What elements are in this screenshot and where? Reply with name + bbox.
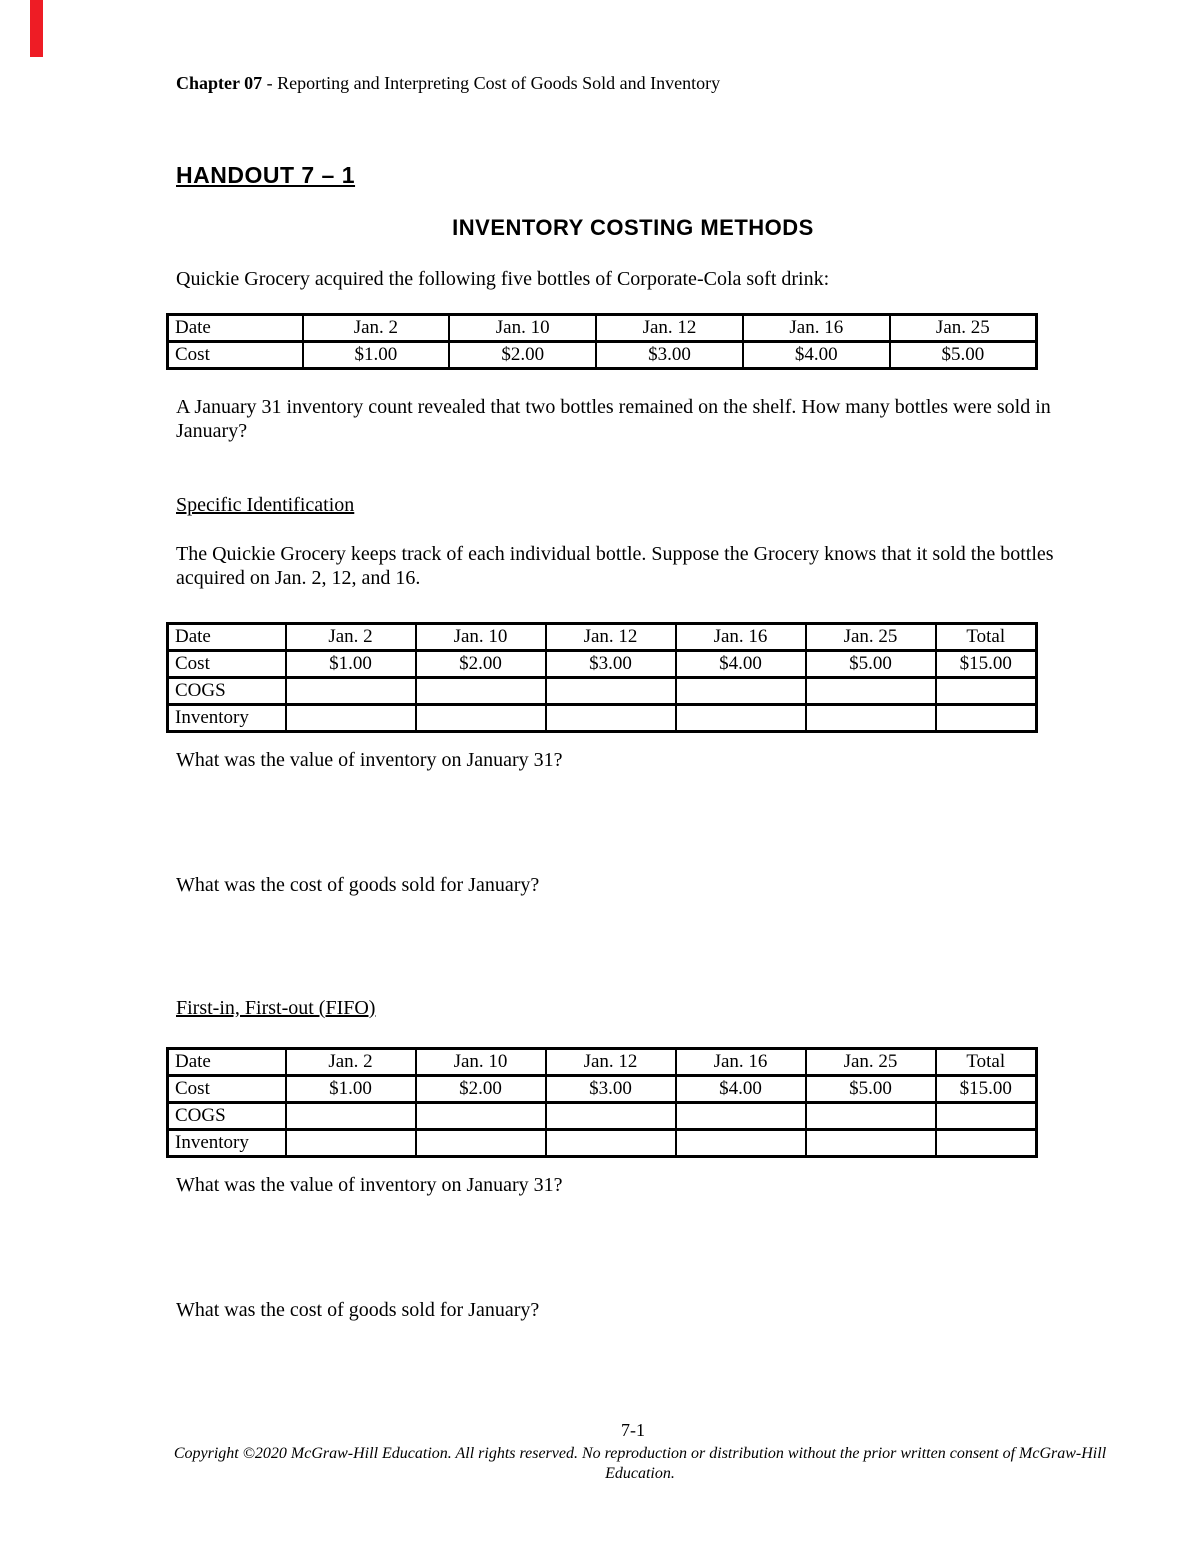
header-cell: Jan. 25 <box>890 315 1037 342</box>
count-question-paragraph: A January 31 inventory count revealed that two bottles remained on the shelf. How many bottles were sold in January? <box>176 396 1051 442</box>
fifo-heading: First-in, First-out (FIFO) <box>176 997 376 1019</box>
value-cell <box>936 1103 1037 1130</box>
value-cell <box>416 678 546 705</box>
value-cell <box>416 1103 546 1130</box>
value-cell <box>546 678 676 705</box>
table-row <box>168 1076 1037 1103</box>
row-label-cell: Inventory <box>168 705 286 732</box>
value-cell: $1.00 <box>286 651 416 678</box>
row-label-cell: Date <box>168 1049 286 1076</box>
fifo-table <box>166 1047 1038 1158</box>
row-label-cell: Inventory <box>168 1130 286 1157</box>
header-cell: Jan. 2 <box>286 624 416 651</box>
value-cell: $4.00 <box>676 651 806 678</box>
value-cell: $1.00 <box>286 1076 416 1103</box>
main-title: INVENTORY COSTING METHODS <box>452 215 814 240</box>
copyright-notice: Copyright ©2020 McGraw-Hill Education. All rights reserved. No reproduction or distribution without the prior written consent of McGraw-Hill Education. <box>173 1445 1107 1482</box>
value-cell: $5.00 <box>806 651 936 678</box>
header-cell: Jan. 25 <box>806 1049 936 1076</box>
value-cell <box>806 1103 936 1130</box>
value-cell: $2.00 <box>449 342 596 369</box>
header-cell: Jan. 10 <box>416 624 546 651</box>
value-cell: $2.00 <box>416 1076 546 1103</box>
value-cell <box>416 1130 546 1157</box>
value-cell <box>676 678 806 705</box>
value-cell <box>806 1130 936 1157</box>
acquisition-table <box>166 313 1038 370</box>
table-header-row <box>168 1049 1037 1076</box>
value-cell <box>676 1103 806 1130</box>
header-cell: Total <box>936 624 1037 651</box>
value-cell <box>416 705 546 732</box>
table-row <box>168 1103 1037 1130</box>
value-cell: $2.00 <box>416 651 546 678</box>
value-cell: $3.00 <box>546 1076 676 1103</box>
header-cell: Jan. 12 <box>596 315 743 342</box>
specific-identification-heading: Specific Identification <box>176 494 355 516</box>
header-cell: Jan. 10 <box>416 1049 546 1076</box>
value-cell: $1.00 <box>303 342 450 369</box>
header-cell: Jan. 12 <box>546 1049 676 1076</box>
value-cell <box>546 1103 676 1130</box>
header-cell: Jan. 16 <box>676 624 806 651</box>
value-cell <box>546 1130 676 1157</box>
value-cell <box>546 705 676 732</box>
header-cell: Jan. 10 <box>449 315 596 342</box>
intro-paragraph: Quickie Grocery acquired the following five bottles of Corporate-Cola soft drink: <box>176 268 830 290</box>
specific-identification-table <box>166 622 1038 733</box>
specific-identification-paragraph: The Quickie Grocery keeps track of each individual bottle. Suppose the Grocery knows that it sold the bottles acquired on Jan. 2, 12, and 16. <box>176 543 1054 589</box>
value-cell: $4.00 <box>743 342 890 369</box>
handout-title: HANDOUT 7 – 1 <box>176 162 356 188</box>
value-cell <box>806 678 936 705</box>
header-cell: Jan. 25 <box>806 624 936 651</box>
chapter-number: Chapter 07 <box>176 73 263 93</box>
chapter-header <box>176 73 720 94</box>
cogs-question: What was the cost of goods sold for January? <box>176 1299 540 1321</box>
value-cell: $3.00 <box>546 651 676 678</box>
red-edge-marker <box>30 0 43 57</box>
value-cell <box>676 1130 806 1157</box>
value-cell <box>936 678 1037 705</box>
row-label-cell: Date <box>168 624 286 651</box>
header-cell: Jan. 12 <box>546 624 676 651</box>
table-row <box>168 342 1037 369</box>
table-row <box>168 651 1037 678</box>
row-label-cell: Cost <box>168 651 286 678</box>
inventory-value-question: What was the value of inventory on January 31? <box>176 1174 563 1196</box>
value-cell: $15.00 <box>936 651 1037 678</box>
value-cell <box>286 1103 416 1130</box>
table-row <box>168 1130 1037 1157</box>
value-cell <box>806 705 936 732</box>
value-cell <box>286 1130 416 1157</box>
row-label-cell: COGS <box>168 678 286 705</box>
cogs-question: What was the cost of goods sold for January? <box>176 874 540 896</box>
row-label-cell: Date <box>168 315 303 342</box>
row-label-cell: COGS <box>168 1103 286 1130</box>
header-cell: Jan. 16 <box>676 1049 806 1076</box>
table-header-row <box>168 624 1037 651</box>
header-cell: Jan. 2 <box>303 315 450 342</box>
value-cell <box>286 705 416 732</box>
table-row <box>168 678 1037 705</box>
row-label-cell: Cost <box>168 342 303 369</box>
value-cell: $5.00 <box>806 1076 936 1103</box>
value-cell <box>936 1130 1037 1157</box>
value-cell <box>676 705 806 732</box>
header-cell: Jan. 2 <box>286 1049 416 1076</box>
page-number: 7-1 <box>621 1420 645 1440</box>
value-cell: $5.00 <box>890 342 1037 369</box>
header-cell: Total <box>936 1049 1037 1076</box>
value-cell: $4.00 <box>676 1076 806 1103</box>
header-cell: Jan. 16 <box>743 315 890 342</box>
chapter-title: - Reporting and Interpreting Cost of Goods Sold and Inventory <box>262 73 721 93</box>
table-header-row <box>168 315 1037 342</box>
table-row <box>168 705 1037 732</box>
value-cell: $3.00 <box>596 342 743 369</box>
value-cell <box>936 705 1037 732</box>
row-label-cell: Cost <box>168 1076 286 1103</box>
value-cell: $15.00 <box>936 1076 1037 1103</box>
value-cell <box>286 678 416 705</box>
inventory-value-question: What was the value of inventory on January 31? <box>176 749 563 771</box>
